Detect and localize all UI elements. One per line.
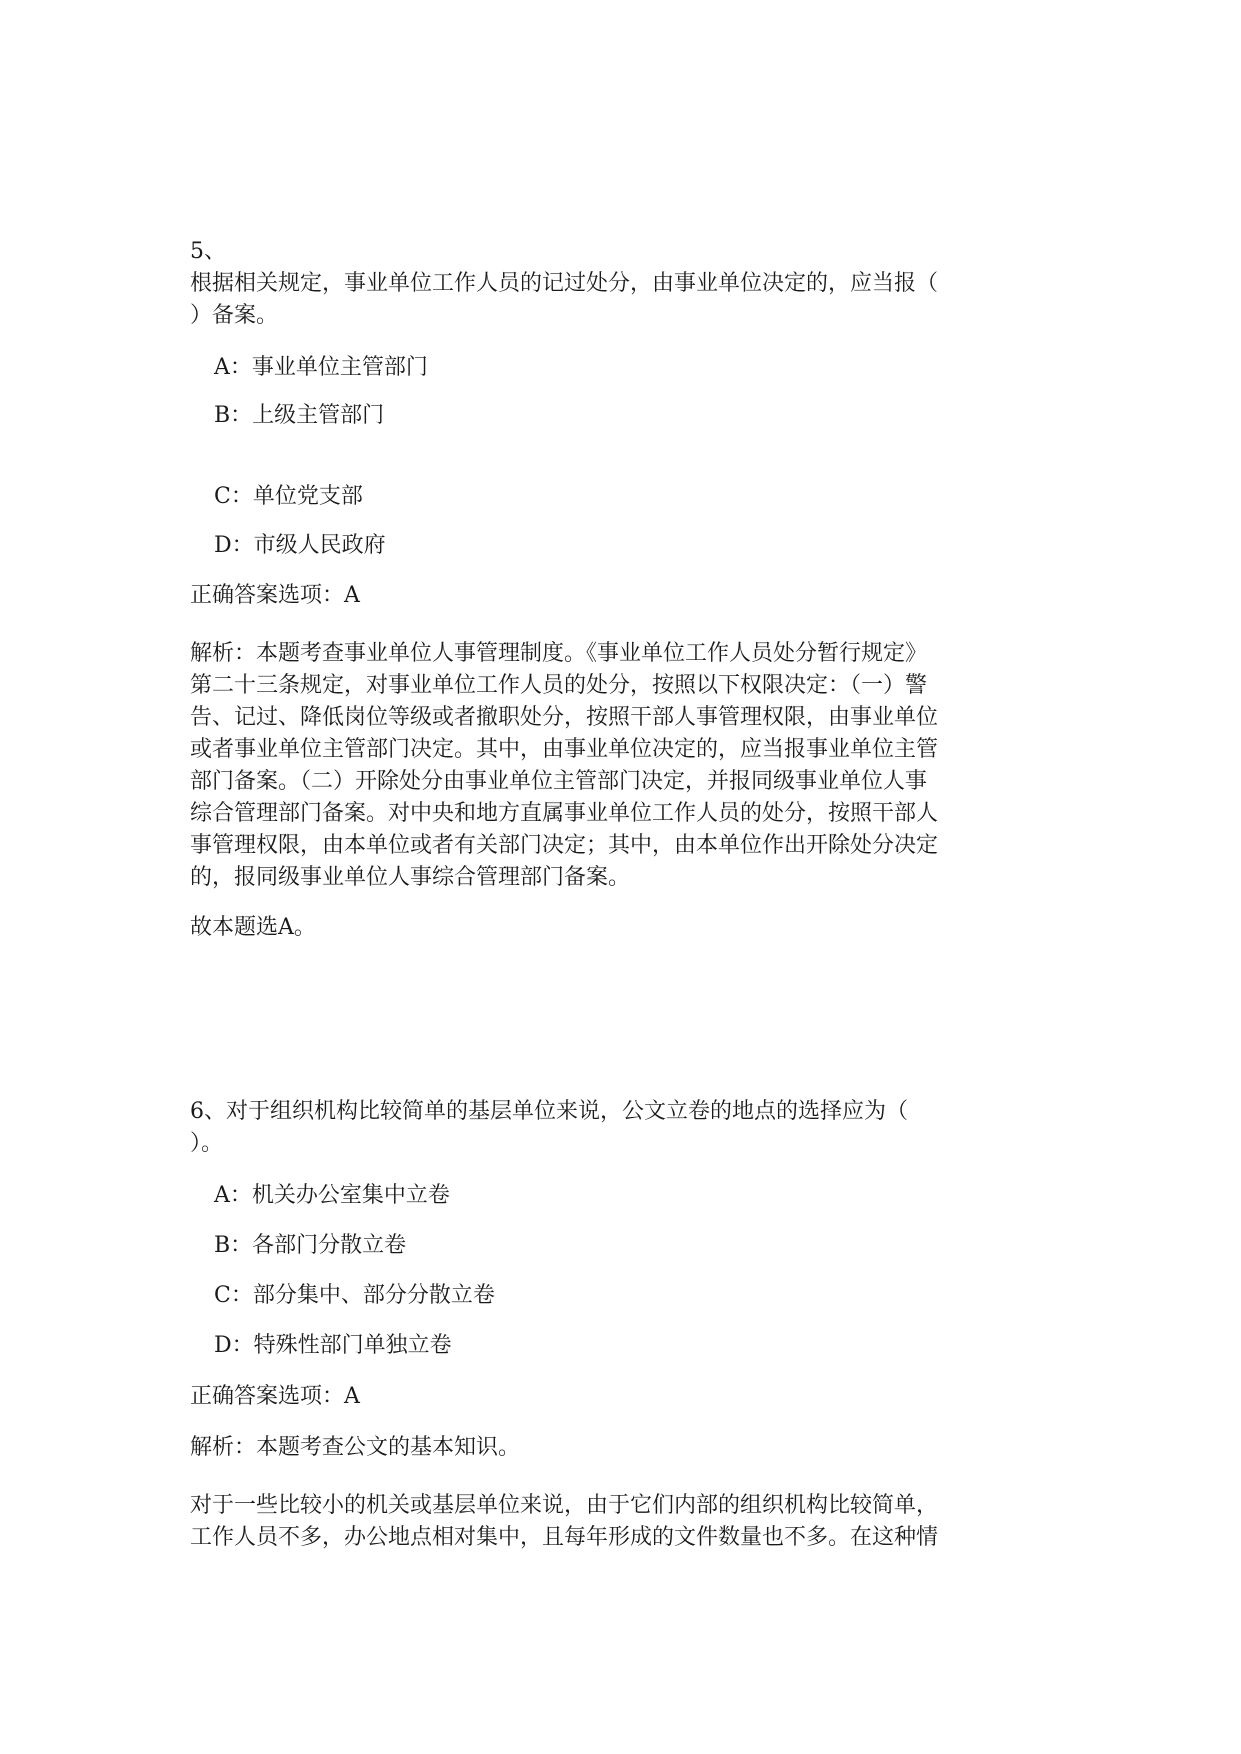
explanation-line: 对于一些比较小的机关或基层单位来说，由于它们内部的组织机构比较简单， [190, 1493, 939, 1518]
question-number: 5、 [190, 239, 226, 264]
conclusion-line: 故本题选A。 [190, 915, 316, 940]
stem-line: 6、对于组织机构比较简单的基层单位来说，公文立卷的地点的选择应为（ [190, 1099, 908, 1124]
option-d: D：特殊性部门单独立卷 [214, 1333, 452, 1358]
analysis-line: 告、记过、降低岗位等级或者撤职处分，按照干部人事管理权限，由事业单位 [190, 705, 939, 730]
analysis-line: 事管理权限，由本单位或者有关部门决定；其中，由本单位作出开除处分决定 [190, 833, 939, 858]
question-5 [190, 236, 1045, 332]
stem-line: ）。 [190, 1131, 224, 1156]
analysis-line: 解析：本题考查公文的基本知识。 [190, 1435, 521, 1460]
question-6 [190, 1096, 1045, 1160]
analysis-line: 综合管理部门备案。对中央和地方直属事业单位工作人员的处分，按照干部人 [190, 801, 939, 826]
answer-line: 正确答案选项：A [190, 1384, 360, 1409]
option-a: A：事业单位主管部门 [214, 355, 428, 380]
analysis-line: 部门备案。（二）开除处分由事业单位主管部门决定，并报同级事业单位人事 [190, 769, 928, 794]
option-b: B：上级主管部门 [214, 403, 385, 428]
stem-line: ）备案。 [190, 303, 279, 328]
explanation-paragraph [190, 1490, 1045, 1554]
question-stem [190, 1096, 1045, 1160]
analysis-line: 或者事业单位主管部门决定。其中，由事业单位决定的，应当报事业单位主管 [190, 737, 939, 762]
option-a: A：机关办公室集中立卷 [214, 1183, 450, 1208]
question-stem [190, 268, 1045, 332]
option-d: D：市级人民政府 [214, 533, 386, 558]
analysis-line: 解析：本题考查事业单位人事管理制度。《事业单位工作人员处分暂行规定》 [190, 641, 928, 666]
analysis-paragraph [190, 638, 1045, 894]
analysis-line: 的，报同级事业单位人事综合管理部门备案。 [190, 865, 631, 890]
option-c: C：单位党支部 [214, 484, 363, 509]
explanation-line: 工作人员不多，办公地点相对集中，且每年形成的文件数量也不多。在这种情 [190, 1525, 939, 1550]
answer-line: 正确答案选项：A [190, 583, 360, 608]
option-c: C：部分集中、部分分散立卷 [214, 1283, 495, 1308]
analysis-line: 第二十三条规定，对事业单位工作人员的处分，按照以下权限决定：（一）警 [190, 673, 928, 698]
option-b: B：各部门分散立卷 [214, 1233, 407, 1258]
stem-line: 根据相关规定，事业单位工作人员的记过处分，由事业单位决定的，应当报（ [190, 271, 939, 296]
